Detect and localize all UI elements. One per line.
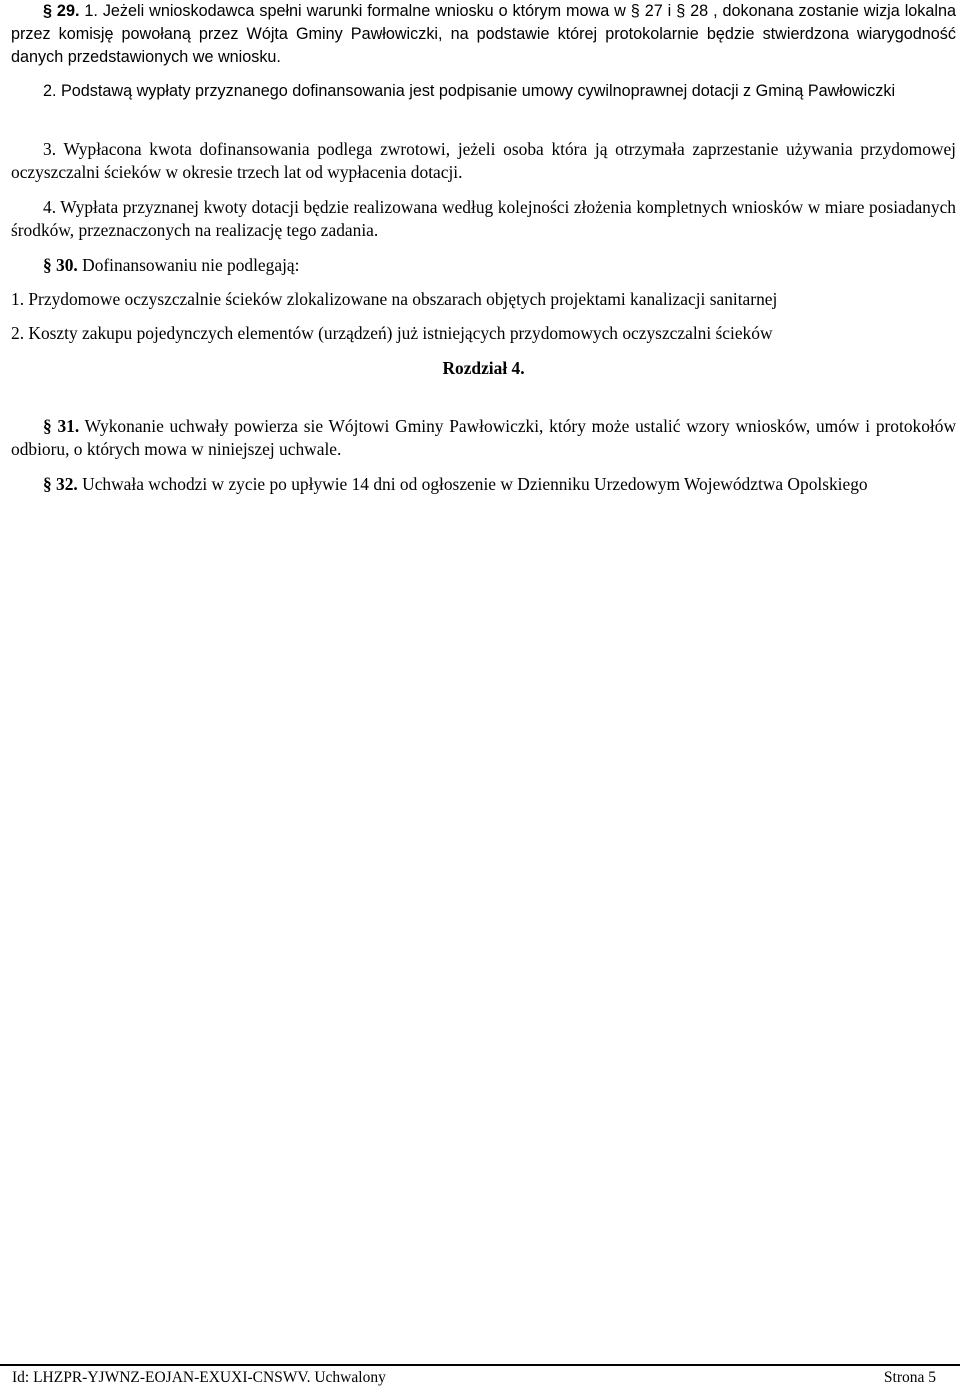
par29-marker: § 29. <box>43 2 80 20</box>
par31 <box>11 415 956 461</box>
par29-item3: 3. Wypłacona kwota dofinansowania podlega zwrotowi, jeżeli osoba która ją otrzymała zaprzestanie używania przydomowej oczyszczalni ścieków w okresie trzech lat od wypłacenia dotacji. <box>11 139 956 182</box>
par30-text: Dofinansowaniu nie podlegają: <box>77 255 300 275</box>
par32 <box>11 473 956 496</box>
footer-document-id: Id: LHZPR-YJWNZ-EOJAN-EXUXI-CNSWV. Uchwalony <box>12 1369 386 1386</box>
par31-text: Wykonanie uchwały powierza sie Wójtowi Gminy Pawłowiczki, który może ustalić wzory wniosków, umów i protokołów odbioru, o których mowa w niniejszej uchwale. <box>11 416 957 459</box>
par32-marker: § 32. <box>43 474 78 494</box>
par31-marker: § 31. <box>43 416 80 436</box>
par30-heading <box>11 254 956 277</box>
par30-item2: 2. Koszty zakupu pojedynczych elementów (urządzeń) już istniejących przydomowych oczyszczalni ścieków <box>11 323 773 343</box>
par29-item2: 2. Podstawą wypłaty przyznanego dofinansowania jest podpisanie umowy cywilnoprawnej dotacji z Gminą Pawłowiczki <box>43 82 896 100</box>
footer-divider <box>0 1364 960 1366</box>
par32-text: Uchwała wchodzi w zycie po upływie 14 dni od ogłoszenie w Dzienniku Urzedowym Województwa Opolskiego <box>77 474 868 494</box>
chapter-title: Rozdział 4. <box>442 358 525 378</box>
par29-item1-text: 1. Jeżeli wnioskodawca spełni warunki formalne wniosku o którym mowa w § 27 i § 28 , dokonana zostanie wizja lokalna przez komisję powołaną przez Wójta Gminy Pawłowiczki, na podstawie której protokolarnie będzie stwierdzona wiarygodność danych przedstawionych we wniosku. <box>11 2 956 66</box>
par29-item4: 4. Wypłata przyznanej kwoty dotacji będzie realizowana według kolejności złożenia kompletnych wniosków w miare posiadanych środków, przeznaczonych na realizację tego zadania. <box>11 197 956 240</box>
footer-page-number: Strona 5 <box>883 1369 936 1386</box>
par29-item1 <box>11 0 956 69</box>
par30-marker: § 30. <box>43 255 78 275</box>
par30-item1: 1. Przydomowe oczyszczalnie ścieków zlokalizowane na obszarach objętych projektami kanalizacji sanitarnej <box>11 289 778 309</box>
